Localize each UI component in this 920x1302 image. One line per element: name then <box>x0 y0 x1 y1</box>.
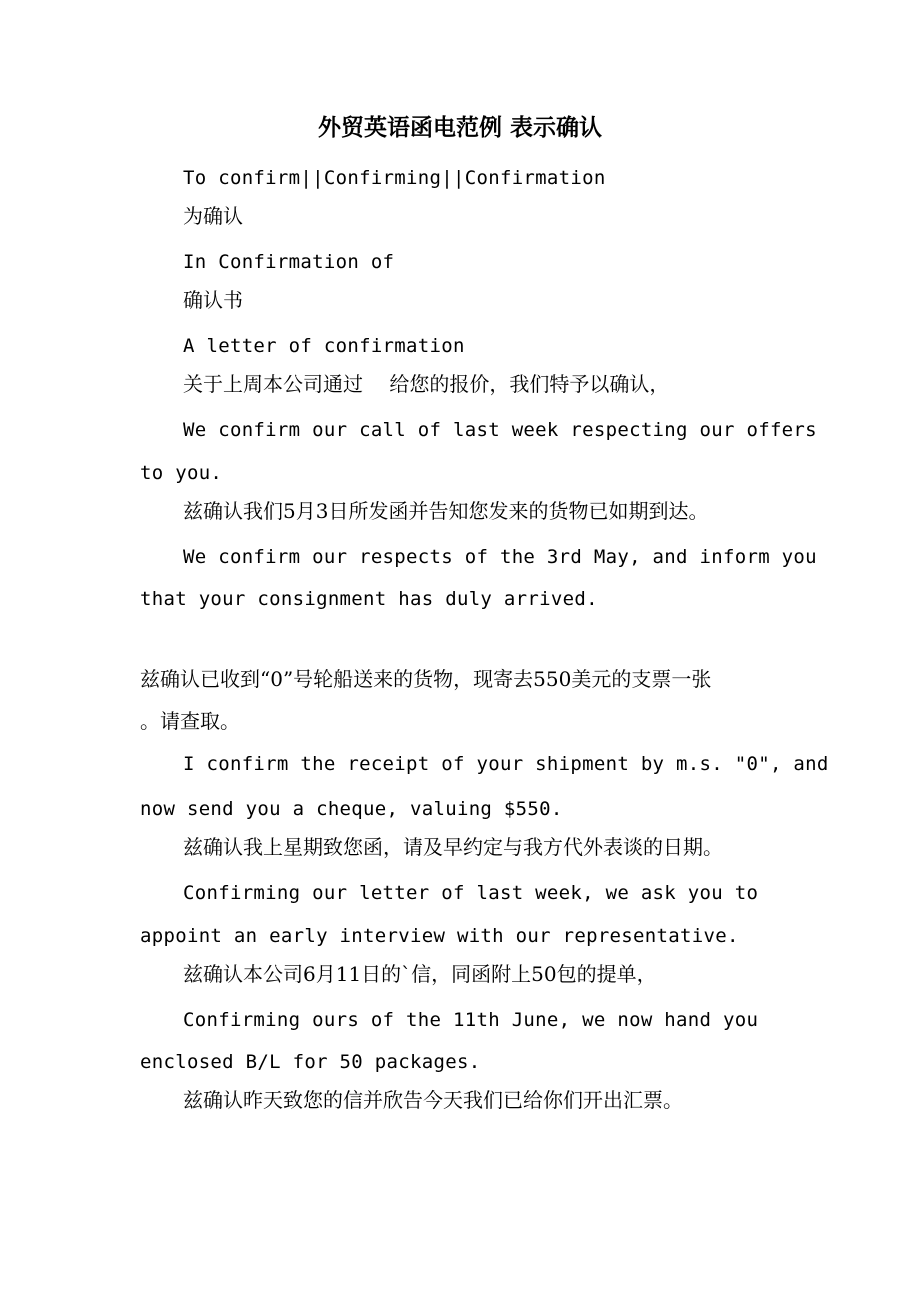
text-line: 。请查取。 <box>140 709 240 733</box>
text-line: A letter of confirmation <box>183 335 465 357</box>
text-line: 关于上周本公司通过 给您的报价，我们特予以确认， <box>183 372 670 396</box>
text-line: now send you a cheque, valuing $550. <box>140 798 563 820</box>
text-line: that your consignment has duly arrived. <box>140 588 598 610</box>
text-line: appoint an early interview with our representative. <box>140 925 739 947</box>
text-line: 兹确认我们5月3日所发函并告知您发来的货物已如期到达。 <box>183 499 709 523</box>
text-line: 为确认 <box>183 204 243 228</box>
text-line: 确认书 <box>183 288 243 312</box>
text-line: I confirm the receipt of your shipment by m.s. "0", and <box>183 753 829 775</box>
text-line: Confirming our letter of last week, we ask you to <box>183 882 759 904</box>
text-line: enclosed B/L for 50 packages. <box>140 1051 481 1073</box>
text-line: In Confirmation of <box>183 251 395 273</box>
text-line: To confirm||Confirming||Confirmation <box>183 167 606 189</box>
text-line: Confirming ours of the 11th June, we now hand you <box>183 1009 759 1031</box>
text-line: We confirm our respects of the 3rd May, and inform you <box>183 546 817 568</box>
text-line: We confirm our call of last week respecting our offers <box>183 419 817 441</box>
text-line: 兹确认已收到“0”号轮船送来的货物，现寄去550美元的支票一张 <box>140 667 712 691</box>
document-title: 外贸英语函电范例 表示确认 <box>317 114 602 141</box>
text-line: 兹确认我上星期致您函，请及早约定与我方代外表谈的日期。 <box>183 835 723 859</box>
text-line: to you. <box>140 462 223 484</box>
text-line: 兹确认本公司6月11日的`信，同函附上50包的提单， <box>183 962 657 986</box>
text-line: 兹确认昨天致您的信并欣告今天我们已给你们开出汇票。 <box>183 1088 683 1112</box>
